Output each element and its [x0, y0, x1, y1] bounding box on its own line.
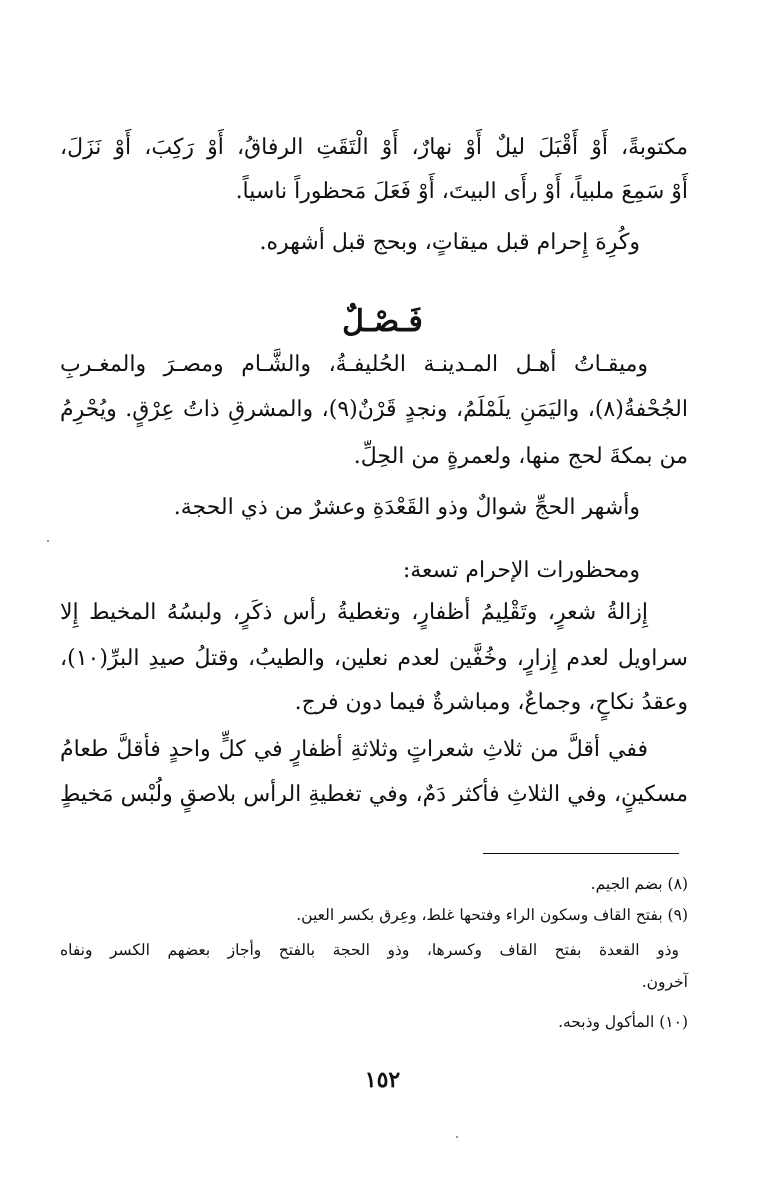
footnote-separator [483, 853, 679, 854]
miqat-line-3: من بمكةَ لحج منها، ولعمرةٍ من الحِلِّ. [353, 444, 688, 469]
prohibitions-line-2: سراويل لعدم إِزارٍ، وخُفَّين لعدم نعلين، والطيبُ، وقتلُ صيدِ البرِّ(١٠)، [60, 646, 688, 671]
body-line-1: مكتوبةً، أَوْ أَقْبَلَ ليلٌ أَوْ نهارٌ، أَوْ الْتَقَتِ الرفاقُ، أَوْ رَكِبَ، أَوْ نَزَلَ، [60, 135, 688, 160]
page-number: ١٥٢ [364, 1067, 401, 1093]
miqat-line-1: وميقـاتُ أهـل المـدينـة الحُليفـةُ، والشَّـام ومصـرَ والمغـربِ [60, 352, 648, 377]
months-line: وأشهر الحجِّ شوالٌ وذو القَعْدَةِ وعشرٌ من ذي الحجة. [173, 495, 640, 520]
penalty-line-2: مسكينٍ، وفي الثلاثِ فأكثر دَمٌ، وفي تغطيةِ الرأس بلاصقٍ ولُبْس مَخيطٍ [60, 782, 688, 807]
prohibitions-line-3: وعقدُ نكاحٍ، وجماعٌ، ومباشرةٌ فيما دون فرج. [294, 690, 688, 715]
footnote-9-continued: وذو القعدة بفتح القاف وكسرها، وذو الحجة بالفتح وأجاز بعضهم الكسر ونفاه [60, 941, 679, 959]
footnote-8: (٨) بضم الجيم. [590, 875, 688, 893]
footnote-9: (٩) بفتح القاف وسكون الراء وفتحها غلط، وعِرق بكسر العين. [296, 906, 688, 924]
footnote-9-end: آخرون. [641, 973, 688, 991]
section-heading: فَـصْـلٌ [342, 304, 423, 339]
prohibitions-line-1: إِزالةُ شعرٍ، وتَقْلِيمُ أظفارٍ، وتغطيةُ رأس ذكَرٍ، ولبسُهُ المخيط إِلا [60, 600, 648, 625]
prohibitions-intro: ومحظورات الإحرام تسعة: [402, 558, 640, 583]
footnote-10: (١٠) المأكول وذبحه. [558, 1013, 688, 1031]
miqat-line-2: الجُحْفةُ(٨)، واليَمَنِ يلَمْلَمُ، ونجدٍ قَرْنٌ(٩)، والمشرقِ ذاتُ عِرْقٍ. ويُحْرِمُ [60, 397, 688, 422]
body-line-2: أَوْ سَمِعَ ملبياً، أَوْ رأَى البيتَ، أَوْ فَعَلَ مَحظوراً ناسياً. [235, 179, 688, 204]
body-line-3: وكُرِهَ إِحرام قبل ميقاتٍ، وبحج قبل أشهره. [259, 230, 640, 255]
scan-speck [456, 1136, 458, 1138]
penalty-line-1: ففي أقلَّ من ثلاثِ شعراتٍ وثلاثةِ أظفارٍ في كلٍّ واحدٍ فأقلَّ طعامُ [60, 737, 648, 762]
scan-speck [47, 540, 49, 542]
